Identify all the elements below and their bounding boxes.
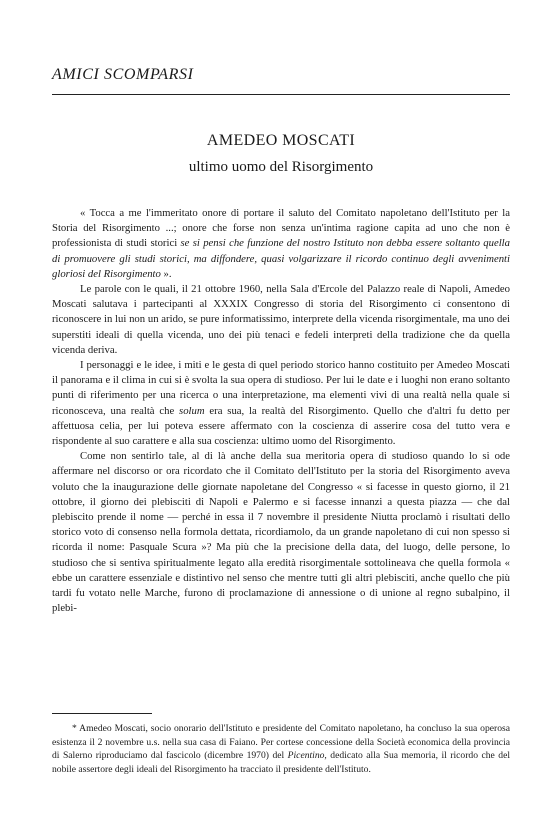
paragraph-1-italic-quote: se si pensi che funzione del nostro Istituto non debba essere soltanto quella di promuovere gli studi storici, ma diffondere, quasi volgarizzare il ricordo continuo degli avvenimenti gloriosi del Risorgimento xyxy=(52,237,510,280)
paragraph-1-text-a: « Tocca a me l'immeritato onore di portare il saluto del Comitato napoletano dell'Istituto per la Storia del Risorgimento ...; onore che forse non senza un'intima ragione capita ad uno che non è professionista di studi storici xyxy=(52,207,510,250)
article-subtitle: ultimo uomo del Risorgimento xyxy=(188,159,374,175)
paragraph-2: Le parole con le quali, il 21 ottobre 1960, nella Sala d'Ercole del Palazzo reale di Napoli, Amedeo Moscati salutava i partecipanti al XXXIX Congresso di storia del Risorgimento ci consentono di riconoscere in lui non un arido, se pure informatissimo, interprete della vicenda risorgimentale, ma uno dei superstiti ideali di quella vicenda, uno dei più tenaci e fedeli interpreti della tradizione che da quella vicenda deriva. xyxy=(52,283,510,356)
footnote-italic-title: Picentino xyxy=(287,750,325,762)
section-divider xyxy=(52,94,510,95)
paragraph-3-text-a: I personaggi e le idee, i miti e le gesta di quel periodo storico hanno costituito per Amedeo Moscati il panorama e il clima in cui si è svolta la sua opera di studioso. Per lui le date e i luoghi non erano soltanto punti di riferimento per una ricerca o una interpretazione, ma elementi vivi di una realtà nella quale si riconosceva, una realtà che xyxy=(52,359,510,417)
footnote-divider xyxy=(52,713,152,714)
article-body xyxy=(52,206,510,616)
paragraph-1 xyxy=(52,206,510,282)
section-heading: AMICI SCOMPARSI xyxy=(52,66,194,83)
footnote xyxy=(52,722,510,776)
footnote-text-a: * Amedeo Moscati, socio onorario dell'Istituto e presidente del Comitato napoletano, ha concluso la sua operosa esistenza il 2 novembre u.s. nella sua casa di Faiano. Per cortese concessione della Società economica della provincia di Salerno riproduciamo dal fascicolo (dicembre 1970) del xyxy=(52,723,510,762)
paragraph-4: Come non sentirlo tale, al di là anche della sua meritoria opera di studioso quando lo si ode affermare nel discorso or ora ricordato che il Comitato dell'Istituto per la storia del Risorgimento aveva voluto che la inaugurazione delle giornate napoletane del Congresso « si facesse in questo giorno, il 21 ottobre, il giorno dei plebisciti di Napoli e Palermo e si facesse innanzi a questa piazza — che dal plebiscito prende il nome — perché in essa il 7 novembre il presidente Niutta proclamò i risultati dello storico voto di consenso nella formola dettata, ricordiamolo, da un grande napoletano di cui non spesso si ricorda il nome: Pasquale Scura »? Ma più che la precisione della data, del luogo, delle persone, lo studioso che si sentiva spiritualmente legato alla eredità risorgimentale sottolineava che quella formola « ebbe un carattere essenziale e distintivo nel senso che mentre tutti gli altri plebisciti, anche quello che più tardi fu votato nelle Marche, furono di proclamazione di annessione o di unione al regno subalpino, il plebi- xyxy=(52,450,510,615)
paragraph-3-text-c: era sua, la realtà del Risorgimento. Quello che d'altri fu detto per affettuosa celia, per lui poteva essere affermato con la coscienza di asserire cosa del tutto vera e rispondente al suo carattere e alla sua coscienza: ultimo uomo del Risorgimento. xyxy=(52,404,510,448)
footnote-text-c: , dedicato alla Sua memoria, il ricordo che del nobile assertore degli ideali del Risorgimento ha tracciato il presidente dell'Istituto. xyxy=(52,750,510,775)
paragraph-3-italic-word: solum xyxy=(179,404,205,417)
article-title: AMEDEO MOSCATI xyxy=(206,132,356,149)
paragraph-3 xyxy=(52,358,510,449)
paragraph-1-text-c: ». xyxy=(160,267,172,280)
